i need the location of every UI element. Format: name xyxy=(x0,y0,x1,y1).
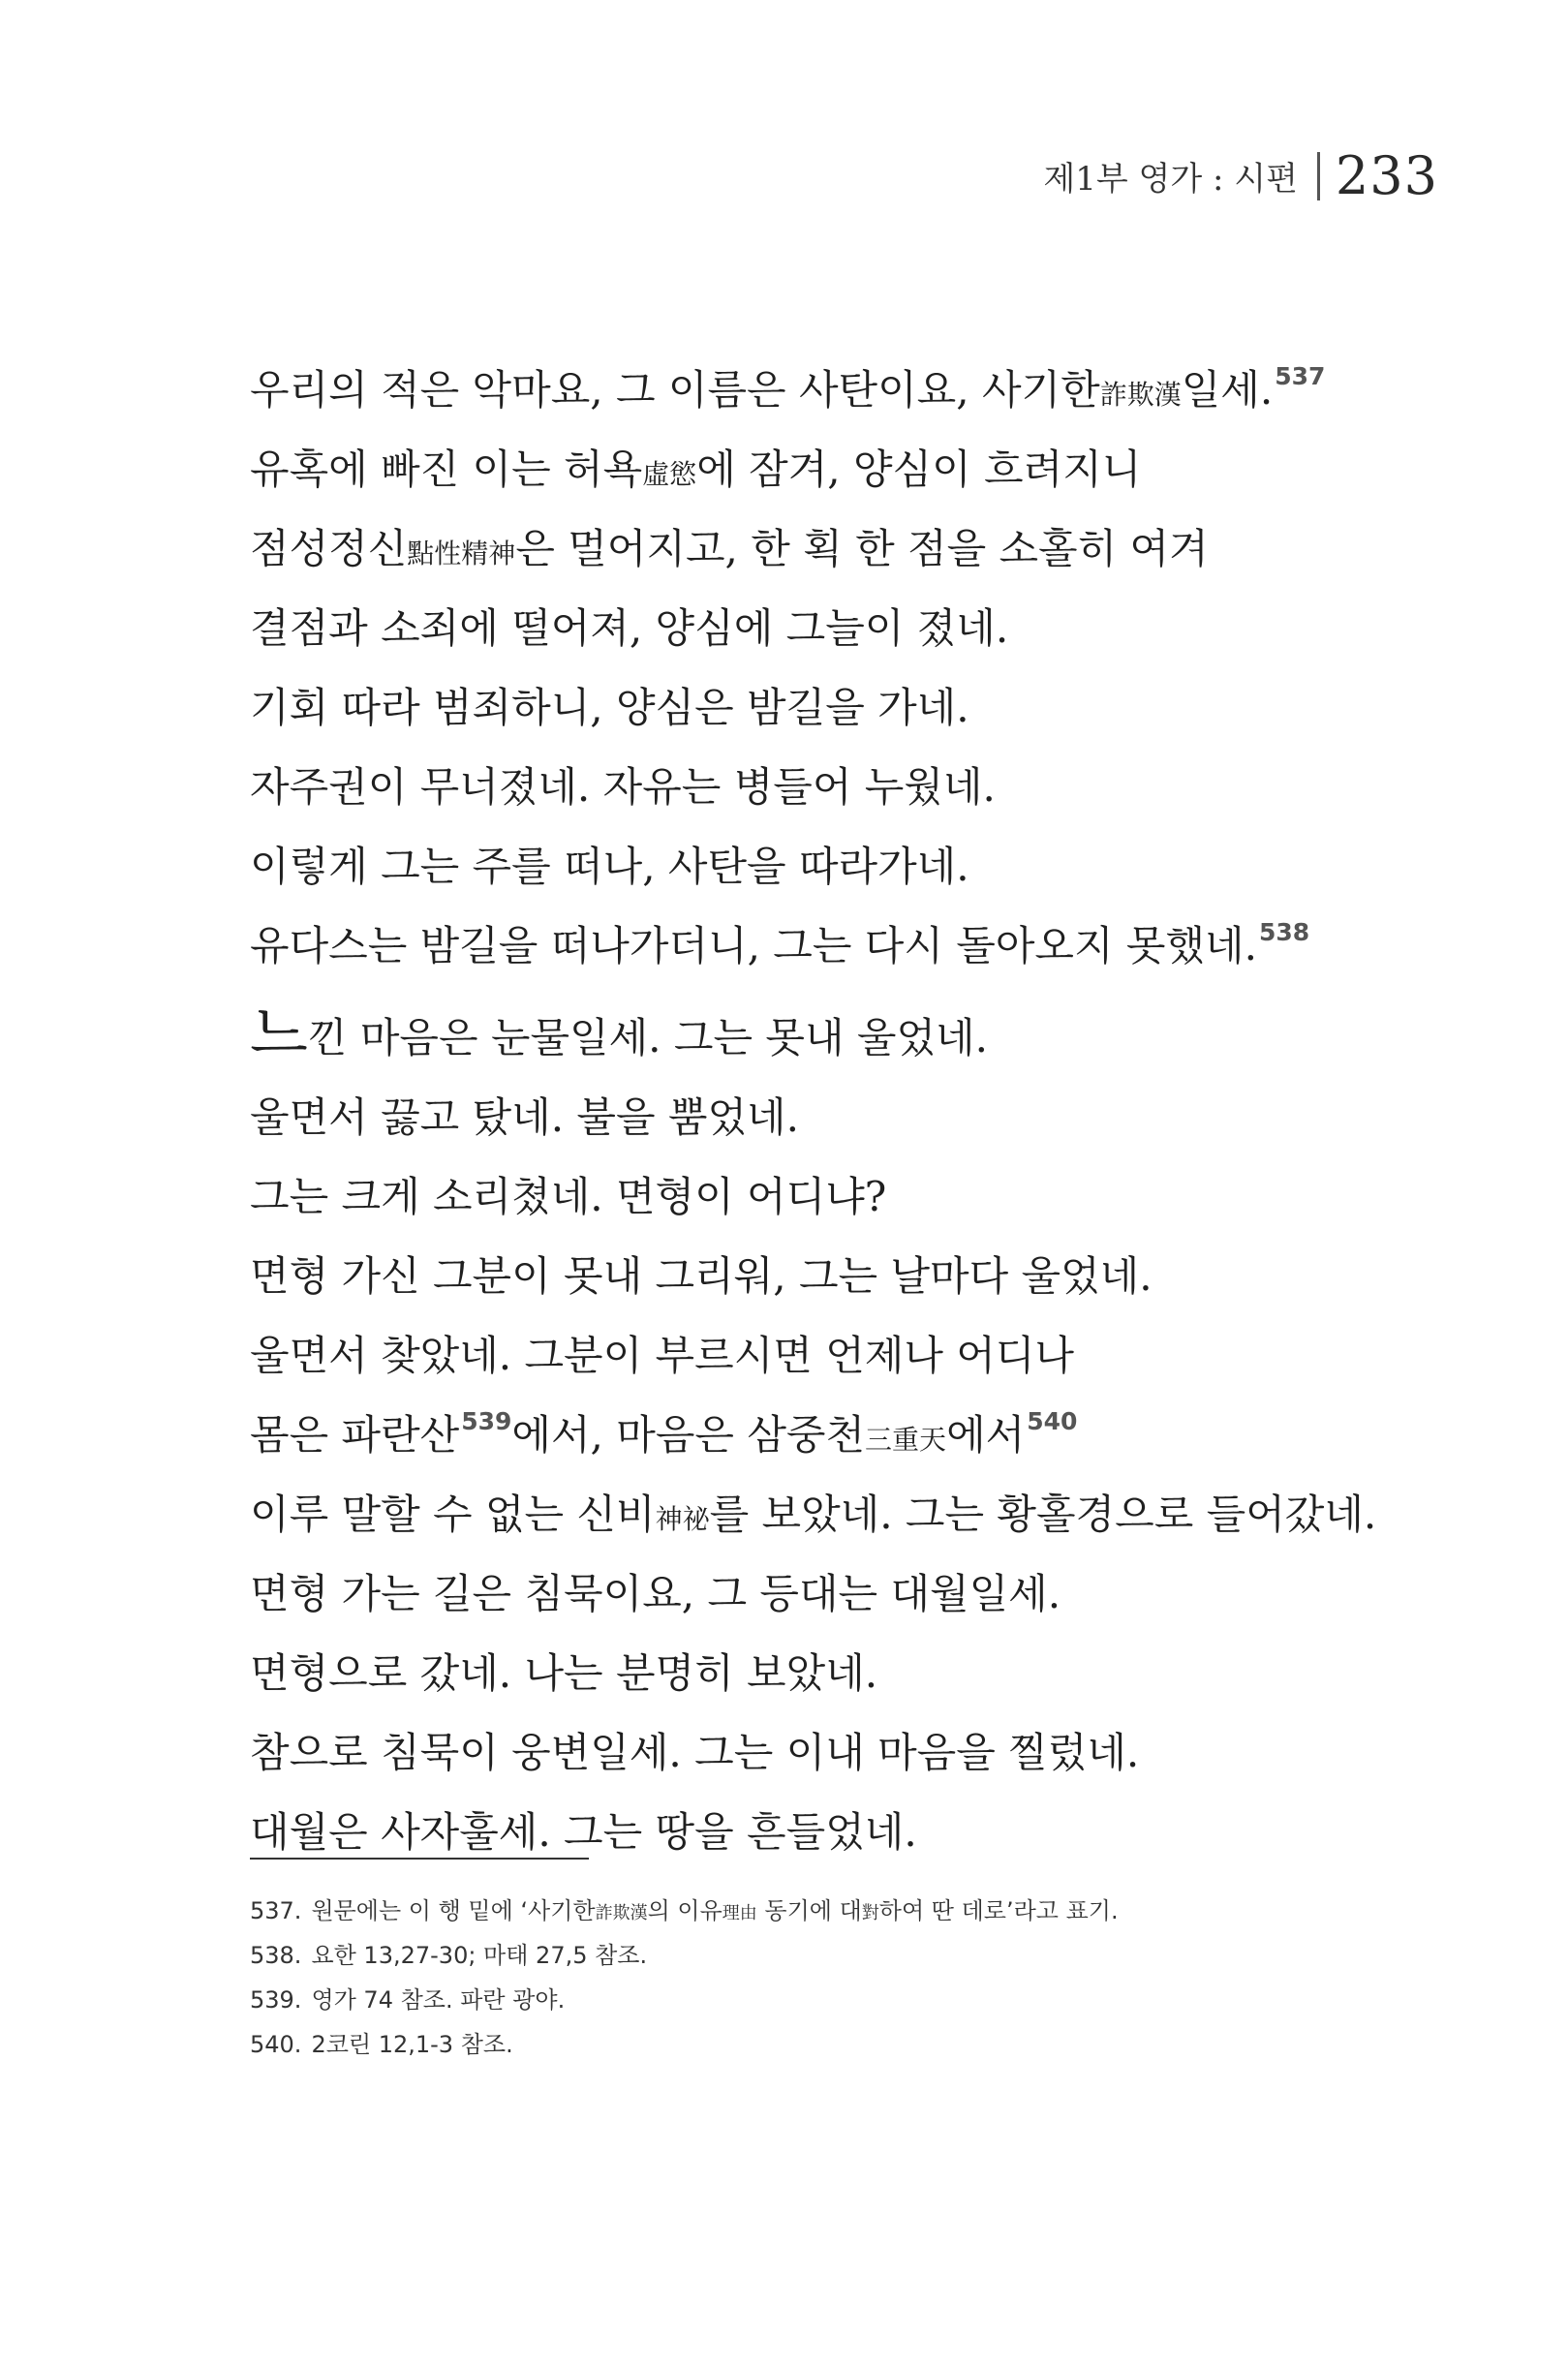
stanza-2 xyxy=(250,999,1376,1872)
verse-line: 그는 크게 소리쳤네. 면형이 어디냐? xyxy=(250,1173,887,1220)
verse-line xyxy=(250,430,1325,509)
verse-line: 자주권이 무너졌네. 자유는 병들어 누웠네. xyxy=(250,763,996,811)
footnote-number: 538. xyxy=(250,1942,302,1969)
footnote-ref-538[interactable]: 538 xyxy=(1258,918,1310,946)
footnote-number: 540. xyxy=(250,2031,302,2058)
verse-line: 울면서 끓고 탔네. 불을 뿜었네. xyxy=(250,1093,799,1141)
verse-line xyxy=(250,999,1376,1078)
hanja-gloss: 虛慾 xyxy=(642,458,697,490)
verse-text: 낀 마음은 눈물일세. 그는 못내 울었네. xyxy=(307,1014,988,1061)
footnote-text: 원문에는 이 행 밑에 ‘사기한 xyxy=(311,1897,596,1924)
header-divider xyxy=(1317,152,1320,200)
verse-line: 결점과 소죄에 떨어져, 양심에 그늘이 졌네. xyxy=(250,604,1009,652)
verse-line xyxy=(250,509,1325,589)
verse-text: 점성정신 xyxy=(250,525,408,572)
footnote-text: 하여 딴 데로’라고 표기. xyxy=(878,1897,1119,1924)
footnotes xyxy=(250,1889,1119,2067)
verse-line: 기회 따라 범죄하니, 양심은 밤길을 가네. xyxy=(250,684,969,731)
footnote-537 xyxy=(250,1889,1119,1933)
footnote-text: 2코린 12,1-3 참조. xyxy=(311,2031,513,2058)
footnote-number: 539. xyxy=(250,1986,302,2014)
footnote-ref-540[interactable]: 540 xyxy=(1027,1407,1078,1435)
initial-letter: 느 xyxy=(250,998,308,1068)
hanja-gloss: 三重天 xyxy=(865,1424,947,1456)
footnote-number: 537. xyxy=(250,1897,302,1924)
verse-line xyxy=(250,907,1325,986)
verse-line: 참으로 침묵이 웅변일세. 그는 이내 마음을 찔렀네. xyxy=(250,1729,1140,1776)
verse-line: 면형으로 갔네. 나는 분명히 보았네. xyxy=(250,1649,878,1697)
verse-line: 울면서 찾았네. 그분이 부르시면 언제나 어디나 xyxy=(250,1332,1074,1379)
verse-text: 에서, 마음은 삼중천 xyxy=(511,1411,866,1459)
page-number: 233 xyxy=(1335,145,1438,206)
hanja-gloss: 神祕 xyxy=(655,1503,710,1535)
footnote-text: 의 이유 xyxy=(647,1897,723,1924)
verse-text: 유다스는 밤길을 떠나가더니, 그는 다시 돌아오지 못했네. xyxy=(250,922,1257,969)
footnote-ref-539[interactable]: 539 xyxy=(461,1407,512,1435)
page-header xyxy=(1043,145,1438,206)
footnote-text: 동기에 대 xyxy=(756,1897,862,1924)
hanja-gloss: 詐欺漢 xyxy=(1099,379,1182,411)
verse-text: 에서 xyxy=(946,1411,1026,1459)
running-head: 제1부 영가 : 시편 xyxy=(1043,160,1298,199)
footnote-540 xyxy=(250,2022,1119,2067)
footnote-ref-537[interactable]: 537 xyxy=(1275,362,1326,390)
verse-line: 면형 가신 그분이 못내 그리워, 그는 날마다 울었네. xyxy=(250,1252,1153,1300)
footnote-538 xyxy=(250,1933,1119,1978)
verse-text: 우리의 적은 악마요, 그 이름은 사탄이요, 사기한 xyxy=(250,366,1100,414)
hanja-gloss: 詐欺漢 xyxy=(595,1903,648,1923)
verse-line: 이렇게 그는 주를 떠나, 사탄을 따라가네. xyxy=(250,843,969,890)
hanja-gloss: 理由 xyxy=(722,1903,757,1923)
stanza-1 xyxy=(250,351,1325,986)
verse-text: 이루 말할 수 없는 신비 xyxy=(250,1491,656,1538)
verse-line xyxy=(250,351,1325,430)
verse-text: 에 잠겨, 양심이 흐려지니 xyxy=(696,446,1142,493)
verse-text: 를 보았네. 그는 황홀경으로 들어갔네. xyxy=(709,1491,1377,1538)
footnote-text: 요한 13,27-30; 마태 27,5 참조. xyxy=(311,1942,648,1969)
verse-text: 은 멀어지고, 한 획 한 점을 소홀히 여겨 xyxy=(515,525,1209,572)
hanja-gloss: 對 xyxy=(861,1903,879,1923)
verse-text: 유혹에 빠진 이는 허욕 xyxy=(250,446,643,493)
verse-text: 일세. xyxy=(1181,366,1274,414)
verse-line: 대월은 사자훌세. 그는 땅을 흔들었네. xyxy=(250,1808,917,1856)
footnote-539 xyxy=(250,1978,1119,2022)
verse-line xyxy=(250,1396,1376,1475)
hanja-gloss: 點性精神 xyxy=(407,538,516,569)
footnote-divider xyxy=(250,1858,589,1860)
verse-line: 면형 가는 길은 침묵이요, 그 등대는 대월일세. xyxy=(250,1570,1061,1617)
verse-text: 몸은 파란산 xyxy=(250,1411,460,1459)
verse-line xyxy=(250,1475,1376,1554)
footnote-text: 영가 74 참조. 파란 광야. xyxy=(311,1986,566,2014)
